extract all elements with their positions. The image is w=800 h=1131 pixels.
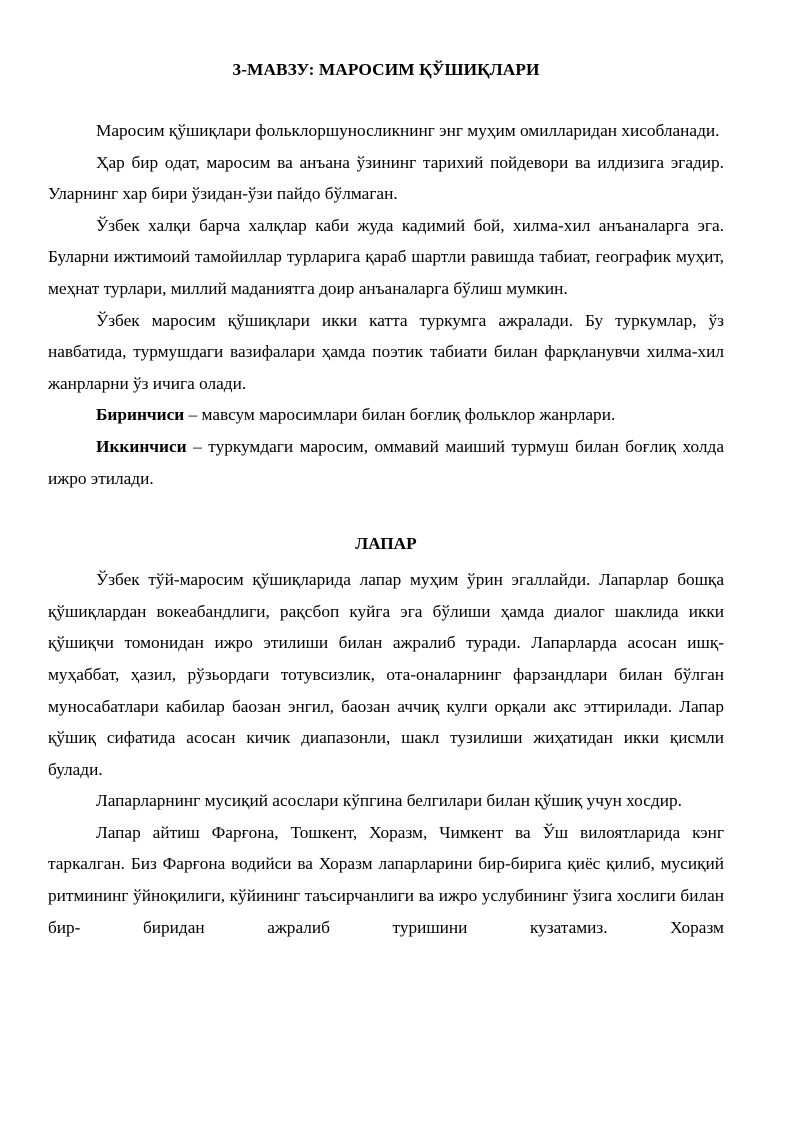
term-first: Биринчиси — [96, 405, 185, 425]
section-title: ЛАПАР — [355, 534, 417, 554]
paragraph: Ўзбек маросим қўшиқлари икки катта туркумга ажралади. Бу туркумлар, ўз навбатида, турмушдаги вазифалари ҳамда поэтик табиати билан фарқланувчи хилма-хил жанрларни ўз ичига олади. — [48, 310, 724, 393]
term-first-text: – мавсум маросимлари билан боғлиқ фольклор жанрлари. — [184, 405, 616, 425]
term-second-text: – туркумдаги маросим, оммавий маиший турмуш билан боғлиқ холда ижро этилади. — [48, 436, 724, 488]
paragraph: Лапарларнинг мусиқий асослари кўпгина белгилари билан қўшиқ учун хосдир. — [96, 791, 682, 811]
paragraph: Маросим қўшиқлари фольклоршуносликнинг энг муҳим омилларидан хисобланади. — [96, 121, 720, 140]
term-second: Иккинчиси — [96, 436, 187, 456]
document-page — [48, 58, 724, 1070]
paragraph: Ўзбек тўй-маросим қўшиқларида лапар муҳим ўрин эгаллайди. Лапарлар бошқа қўшиқлардан вокеабандлиги, рақсбоп куйга эга бўлиши ҳамда диалог шаклида икки қўшиқчи томонидан ижро этилиши билан ажралиб туради. Лапарларда асосан ишқ-муҳаббат, ҳазил, рўзьордаги тотувсизлик, ота-оналарнинг фарзандлари билан бўлган муносабатлари кабилар баозан энгил, баозан аччиқ кулги орқали акс эттирилади. Лапар қўшиқ сифатида асосан кичик диапазонли, шакл тузилиши жиҳатидан икки қисмли булади. — [48, 570, 724, 779]
page-title: 3-МАВЗУ: МАРОСИМ ҚЎШИҚЛАРИ — [232, 60, 540, 79]
paragraph: Ўзбек халқи барча халқлар каби жуда кадимий бой, хилма-хил анъаналарга эга. Буларни ижтимоий тамойиллар турларига қараб шартли равишда табиат, географик муҳит, меҳнат турлари, миллий маданиятга доир анъаналарга бўлиш мумкин. — [48, 215, 724, 298]
paragraph-second-group — [48, 431, 724, 494]
paragraph: Ҳар бир одат, маросим ва анъана ўзининг тарихий пойдевори ва илдизига эгадир. Уларнинг хар бири ўзидан-ўзи пайдо бўлмаган. — [48, 152, 724, 204]
paragraph-continued: Лапар айтиш Фарғона, Тошкент, Хоразм, Чимкент ва Ўш вилоятларида кэнг таркалган. Биз Фарғона водийси ва Хоразм лапарларини бир-бирига қиёс қилиб, мусиқий ритмининг ўйноқилиги, кўйининг таъсирчанлиги ва ижро услубининг ўзига хослиги билан бир- биридан ажралиб туришини кузатамиз. Хоразм — [48, 822, 724, 937]
paragraph-first-group — [48, 399, 724, 431]
